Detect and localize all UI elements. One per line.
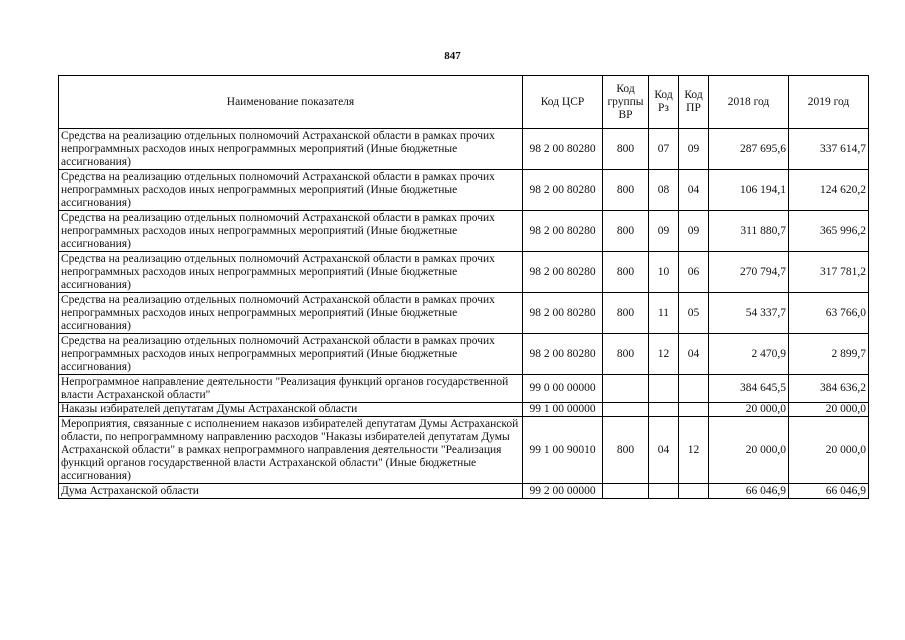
- table-row: [59, 375, 869, 403]
- cell-vr: 800: [603, 334, 649, 375]
- cell-2019: 365 996,2: [789, 211, 869, 252]
- table-row: [59, 170, 869, 211]
- cell-rz: [649, 375, 679, 403]
- cell-rz: 11: [649, 293, 679, 334]
- table-row: [59, 211, 869, 252]
- cell-name: Дума Астраханской области: [59, 484, 523, 499]
- cell-2018: 287 695,6: [709, 129, 789, 170]
- cell-2019: 384 636,2: [789, 375, 869, 403]
- cell-rz: 09: [649, 211, 679, 252]
- cell-2018: 106 194,1: [709, 170, 789, 211]
- cell-csr: 98 2 00 80280: [523, 293, 603, 334]
- cell-2019: 20 000,0: [789, 417, 869, 484]
- cell-rz: 04: [649, 417, 679, 484]
- cell-pr: 09: [679, 129, 709, 170]
- cell-rz: 07: [649, 129, 679, 170]
- cell-csr: 98 2 00 80280: [523, 334, 603, 375]
- cell-vr: 800: [603, 293, 649, 334]
- cell-csr: 99 2 00 00000: [523, 484, 603, 499]
- cell-2018: 54 337,7: [709, 293, 789, 334]
- header-rz: Код Рз: [649, 76, 679, 129]
- cell-2019: 337 614,7: [789, 129, 869, 170]
- header-2019: 2019 год: [789, 76, 869, 129]
- cell-pr: 06: [679, 252, 709, 293]
- cell-csr: 99 1 00 90010: [523, 417, 603, 484]
- cell-rz: 08: [649, 170, 679, 211]
- cell-rz: 10: [649, 252, 679, 293]
- budget-table: [58, 75, 869, 499]
- cell-csr: 99 1 00 00000: [523, 403, 603, 417]
- cell-2019: 2 899,7: [789, 334, 869, 375]
- cell-pr: [679, 375, 709, 403]
- cell-pr: 09: [679, 211, 709, 252]
- cell-vr: 800: [603, 417, 649, 484]
- cell-2019: 124 620,2: [789, 170, 869, 211]
- table-row: [59, 293, 869, 334]
- cell-name: Непрограммное направление деятельности "Реализация функций органов государственной власти Астраханской области": [59, 375, 523, 403]
- header-name: Наименование показателя: [59, 76, 523, 129]
- cell-name: Мероприятия, связанные с исполнением наказов избирателей депутатам Думы Астраханской области, по непрограммному направлению расходов "Наказы избирателей депутатам Думы Астраханской области" в рамках непрограммного направления деятельности "Реализация функций органов государственной власти Астраханской области" (Иные бюджетные ассигнования): [59, 417, 523, 484]
- cell-pr: 04: [679, 170, 709, 211]
- cell-csr: 99 0 00 00000: [523, 375, 603, 403]
- cell-2019: 63 766,0: [789, 293, 869, 334]
- cell-2018: 66 046,9: [709, 484, 789, 499]
- cell-2018: 270 794,7: [709, 252, 789, 293]
- cell-vr: [603, 375, 649, 403]
- cell-pr: 05: [679, 293, 709, 334]
- cell-csr: 98 2 00 80280: [523, 211, 603, 252]
- cell-pr: [679, 403, 709, 417]
- header-csr: Код ЦСР: [523, 76, 603, 129]
- cell-2018: 311 880,7: [709, 211, 789, 252]
- cell-name: Средства на реализацию отдельных полномочий Астраханской области в рамках прочих непрограммных расходов иных непрограммных мероприятий (Иные бюджетные ассигнования): [59, 334, 523, 375]
- page-number: 847: [444, 50, 461, 62]
- header-pr: Код ПР: [679, 76, 709, 129]
- cell-name: Средства на реализацию отдельных полномочий Астраханской области в рамках прочих непрограммных расходов иных непрограммных мероприятий (Иные бюджетные ассигнования): [59, 211, 523, 252]
- cell-rz: [649, 484, 679, 499]
- cell-rz: 12: [649, 334, 679, 375]
- cell-vr: 800: [603, 129, 649, 170]
- cell-name: Средства на реализацию отдельных полномочий Астраханской области в рамках прочих непрограммных расходов иных непрограммных мероприятий (Иные бюджетные ассигнования): [59, 252, 523, 293]
- cell-2018: 2 470,9: [709, 334, 789, 375]
- cell-name: Средства на реализацию отдельных полномочий Астраханской области в рамках прочих непрограммных расходов иных непрограммных мероприятий (Иные бюджетные ассигнования): [59, 129, 523, 170]
- cell-rz: [649, 403, 679, 417]
- cell-pr: 12: [679, 417, 709, 484]
- table-row: [59, 252, 869, 293]
- table-row: [59, 484, 869, 499]
- cell-csr: 98 2 00 80280: [523, 170, 603, 211]
- cell-pr: 04: [679, 334, 709, 375]
- cell-2019: 317 781,2: [789, 252, 869, 293]
- table-row: [59, 403, 869, 417]
- cell-2019: 20 000,0: [789, 403, 869, 417]
- cell-vr: 800: [603, 252, 649, 293]
- cell-2018: 384 645,5: [709, 375, 789, 403]
- table-row: [59, 334, 869, 375]
- cell-vr: 800: [603, 211, 649, 252]
- cell-csr: 98 2 00 80280: [523, 252, 603, 293]
- cell-vr: 800: [603, 170, 649, 211]
- cell-2018: 20 000,0: [709, 417, 789, 484]
- header-vr: Код группы ВР: [603, 76, 649, 129]
- header-row: [59, 76, 869, 129]
- cell-name: Наказы избирателей депутатам Думы Астраханской области: [59, 403, 523, 417]
- table-row: [59, 417, 869, 484]
- table-row: [59, 129, 869, 170]
- cell-name: Средства на реализацию отдельных полномочий Астраханской области в рамках прочих непрограммных расходов иных непрограммных мероприятий (Иные бюджетные ассигнования): [59, 170, 523, 211]
- cell-name: Средства на реализацию отдельных полномочий Астраханской области в рамках прочих непрограммных расходов иных непрограммных мероприятий (Иные бюджетные ассигнования): [59, 293, 523, 334]
- cell-2019: 66 046,9: [789, 484, 869, 499]
- cell-vr: [603, 484, 649, 499]
- header-2018: 2018 год: [709, 76, 789, 129]
- cell-2018: 20 000,0: [709, 403, 789, 417]
- cell-csr: 98 2 00 80280: [523, 129, 603, 170]
- cell-vr: [603, 403, 649, 417]
- cell-pr: [679, 484, 709, 499]
